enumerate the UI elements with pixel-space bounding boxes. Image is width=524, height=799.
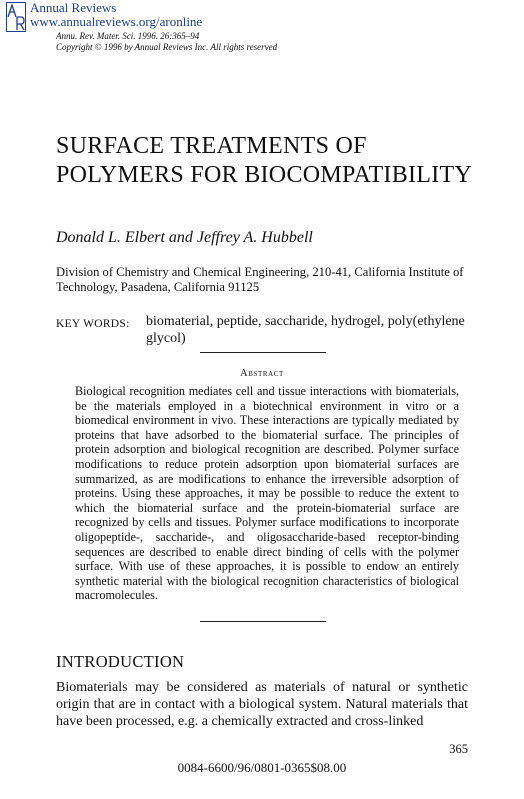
page-number: 365 [449,742,468,756]
abstract-heading: Abstract [240,368,284,379]
abstract-top-divider [200,352,326,353]
keywords-label: KEY WORDS: [56,318,130,330]
introduction-heading: INTRODUCTION [56,652,185,671]
article-code: 0084-6600/96/0801-0365$08.00 [177,760,347,775]
introduction-paragraph: Biomaterials may be considered as materials of natural or synthetic origin that are in contact with a biological system. Natural materials that have been processed, e.g. a chemically extracted and cross-linked [56,680,468,729]
annual-reviews-logo-icon [6,2,26,32]
abstract-bottom-divider [200,621,326,622]
publisher-name: Annual Reviews [30,0,117,15]
article-authors: Donald L. Elbert and Jeffrey A. Hubbell [56,229,313,246]
abstract-body: Biological recognition mediates cell and tissue interactions with biomaterials, be the materials employed in a biotechnical environment in vitro or a biomedical environment in vivo. These interactions are typically mediated by proteins that have adsorbed to the biomaterial surface. The principles of protein adsorption and biological recognition are described. Polymer surface modifications to reduce protein adsorption upon biomaterial surfaces are summarized, as are modifications to enhance the irreversible adsorption of proteins. Using these approaches, it may be possible to reduce the extent to which the biomaterial surface and the protein-biomaterial surface are recognized by cells and tissues. Polymer surface modifications to incorporate oligopeptide-, saccharide-, and oligosaccharide-based receptor-binding sequences are described to enable direct binding of cells with the polymer surface. With use of these approaches, it is possible to endow an entirely synthetic material with the biological recognition characteristics of biological macromolecules. [75,384,459,603]
keywords-list: biomaterial, peptide, saccharide, hydrogel, poly(ethylene glycol) [146,314,465,346]
publisher-url[interactable]: www.annualreviews.org/aronline [30,14,203,29]
journal-citation: Annu. Rev. Mater. Sci. 1996. 26:365–94 [56,31,200,41]
copyright-line: Copyright © 1996 by Annual Reviews Inc. All rights reserved [56,42,278,52]
article-title: SURFACE TREATMENTS OF POLYMERS FOR BIOCOMPATIBILITY [56,133,473,188]
author-affiliation: Division of Chemistry and Chemical Engineering, 210-41, California Institute of Technology, Pasadena, California 91125 [56,265,464,294]
